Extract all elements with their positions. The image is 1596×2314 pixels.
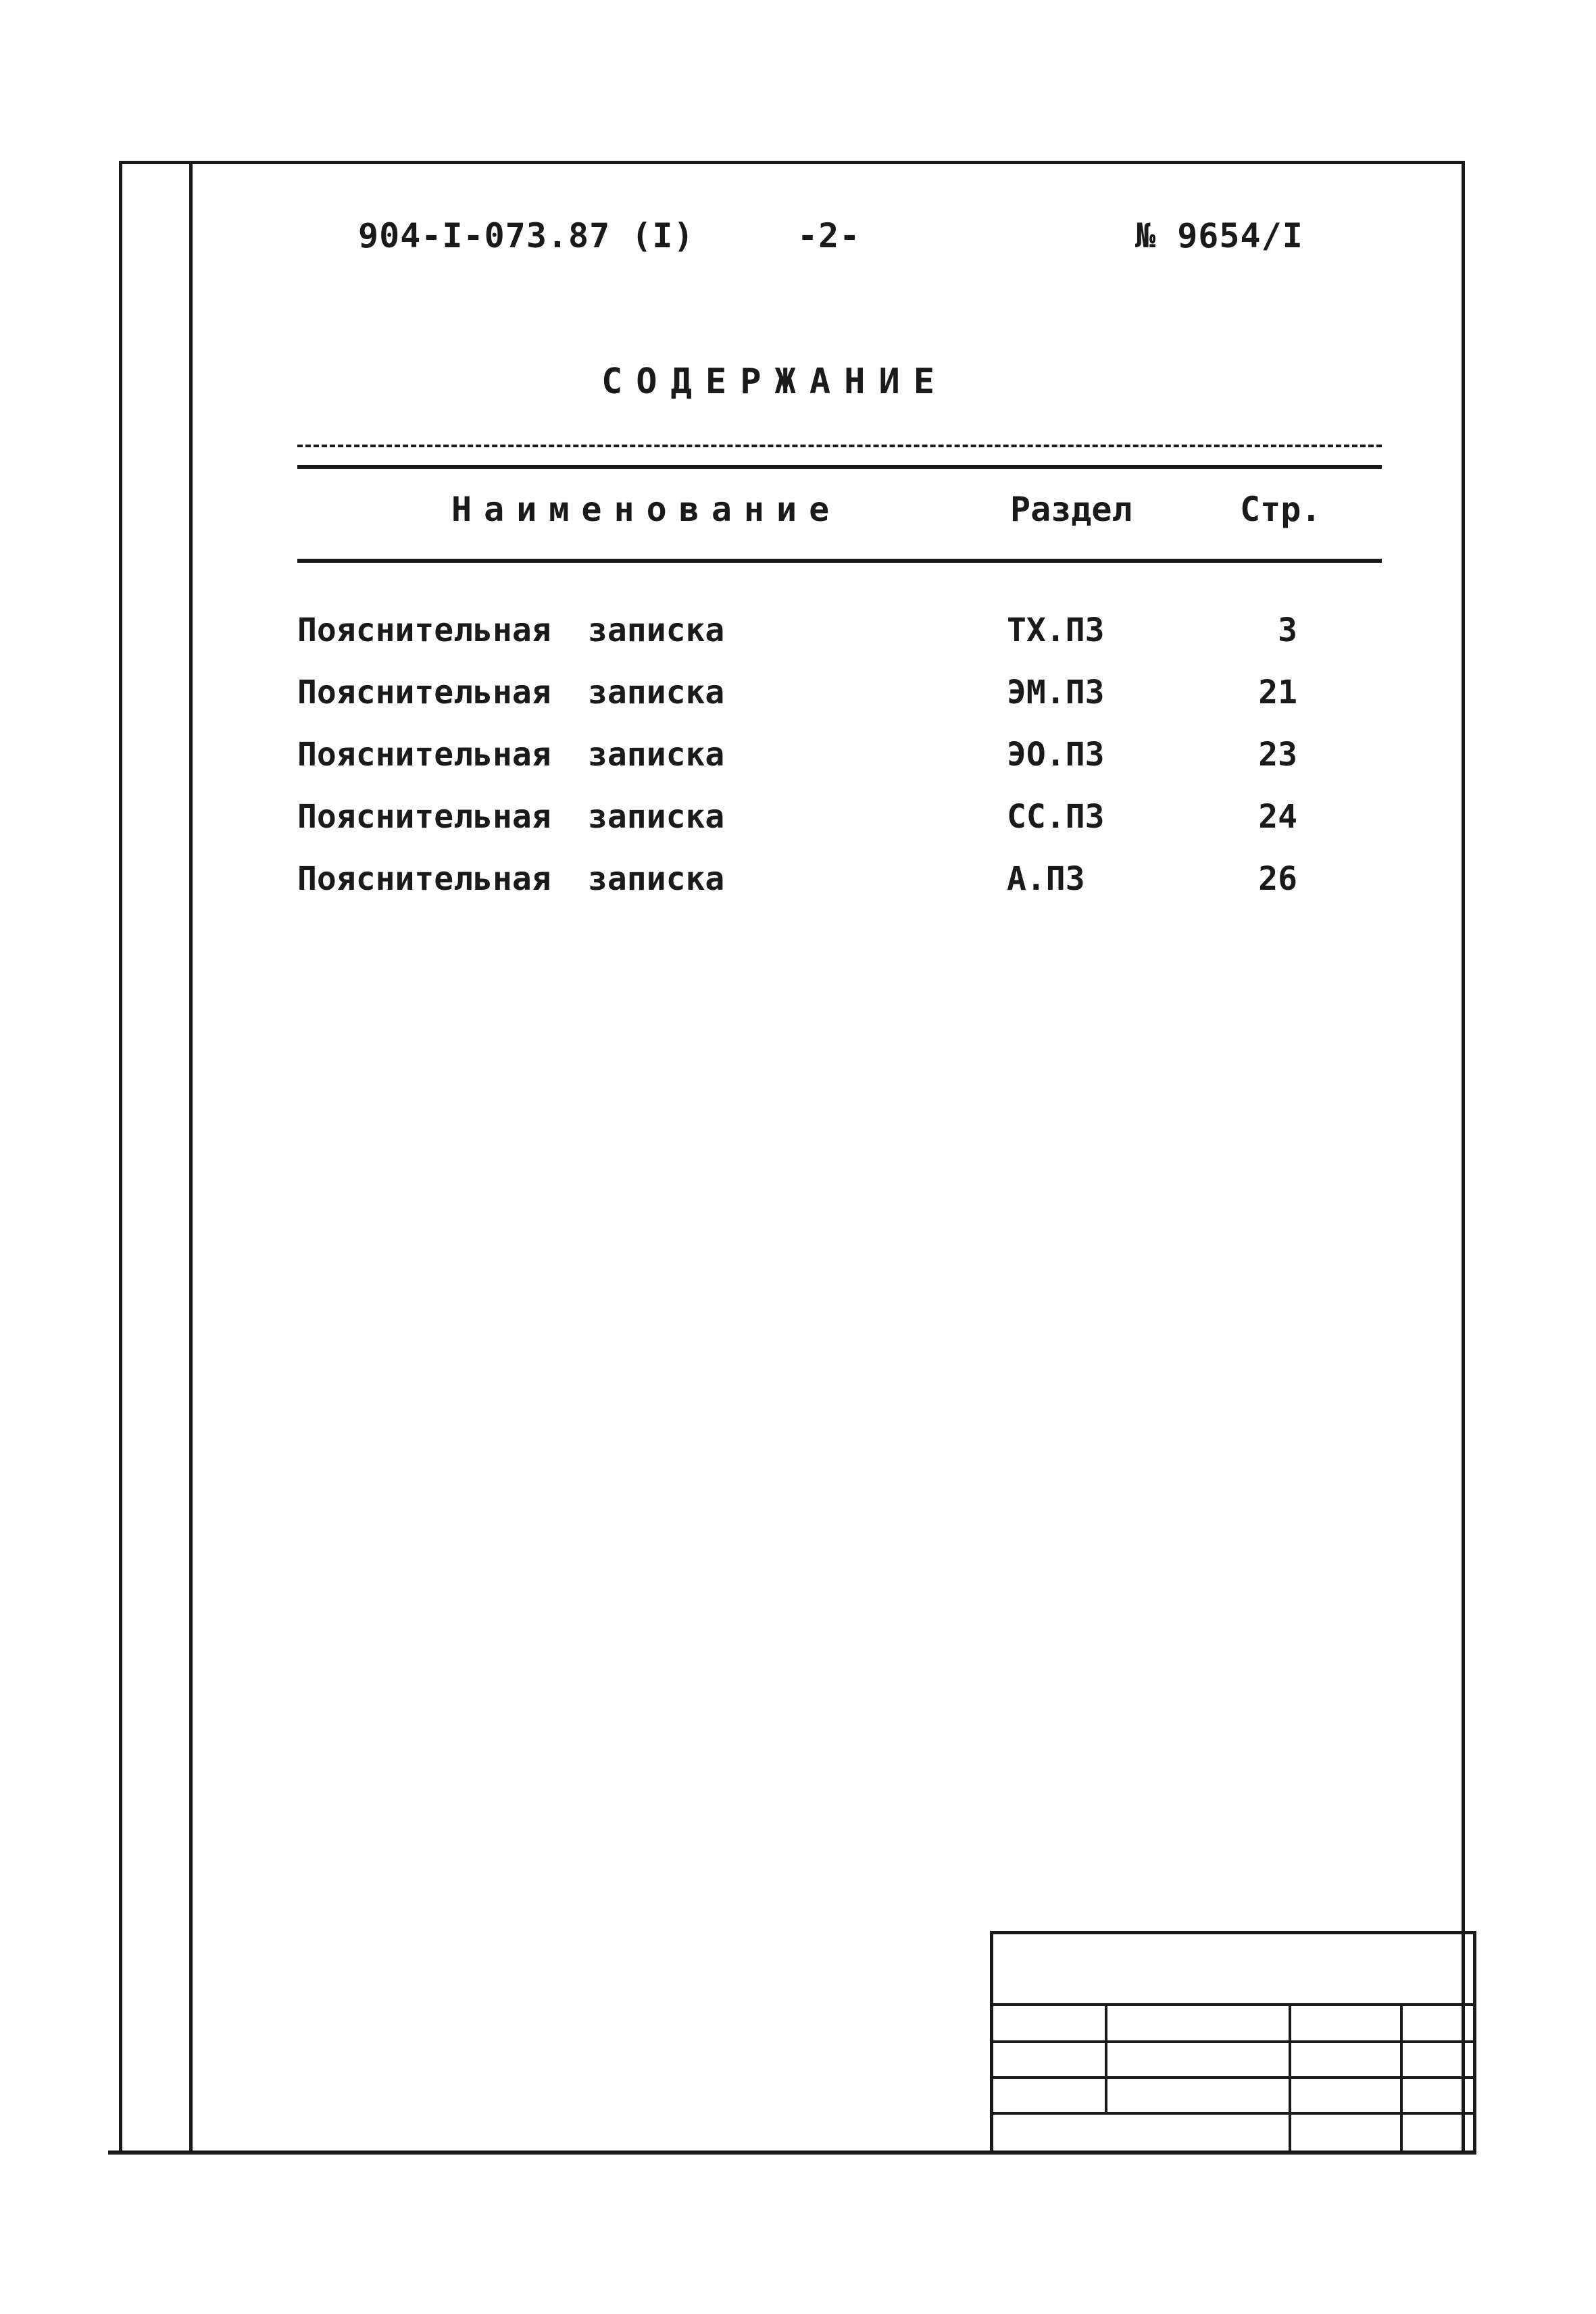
toc-item-page: 23 — [1258, 736, 1297, 774]
stamp-divider — [1105, 2003, 1107, 2112]
column-header-section: Раздел — [1010, 490, 1132, 529]
toc-item-section: ЭО.ПЗ — [1007, 736, 1105, 774]
toc-row — [0, 674, 1596, 728]
toc-row — [0, 736, 1596, 790]
toc-item-name-cont: записка — [588, 798, 725, 836]
page-title: СОДЕРЖАНИЕ — [601, 361, 949, 402]
toc-item-name-cont: записка — [588, 736, 725, 774]
toc-item-name-cont: записка — [588, 674, 725, 711]
toc-row — [0, 611, 1596, 665]
column-header-page: Стр. — [1240, 490, 1322, 529]
toc-item-page: 26 — [1258, 860, 1297, 898]
toc-item-name: Пояснительная — [297, 611, 551, 649]
toc-item-page: 3 — [1278, 611, 1297, 649]
toc-item-section: А.ПЗ — [1007, 860, 1085, 898]
doc-code: 904-I-073.87 (I) — [358, 216, 695, 255]
page-number: -2- — [797, 216, 861, 255]
table-top-rule — [297, 465, 1382, 469]
title-block-stamp — [990, 1931, 1476, 2154]
toc-item-section: ТХ.ПЗ — [1007, 611, 1105, 649]
toc-item-name: Пояснительная — [297, 860, 551, 898]
toc-item-name: Пояснительная — [297, 674, 551, 711]
toc-item-name-cont: записка — [588, 611, 725, 649]
binding-margin-line — [189, 161, 193, 2154]
toc-item-section: СС.ПЗ — [1007, 798, 1105, 836]
toc-item-name-cont: записка — [588, 860, 725, 898]
toc-item-name: Пояснительная — [297, 736, 551, 774]
table-header-rule — [297, 559, 1382, 563]
doc-number: № 9654/I — [1135, 216, 1303, 255]
table-top-dashed-rule — [297, 445, 1382, 447]
toc-item-page: 24 — [1258, 798, 1297, 836]
toc-item-name: Пояснительная — [297, 798, 551, 836]
toc-row — [0, 798, 1596, 852]
toc-item-section: ЭМ.ПЗ — [1007, 674, 1105, 711]
toc-item-page: 21 — [1258, 674, 1297, 711]
stamp-divider — [1289, 2003, 1291, 2154]
stamp-divider — [1400, 2003, 1403, 2154]
toc-row — [0, 860, 1596, 914]
column-header-name: Наименование — [451, 490, 842, 529]
page-frame — [119, 161, 1465, 2154]
